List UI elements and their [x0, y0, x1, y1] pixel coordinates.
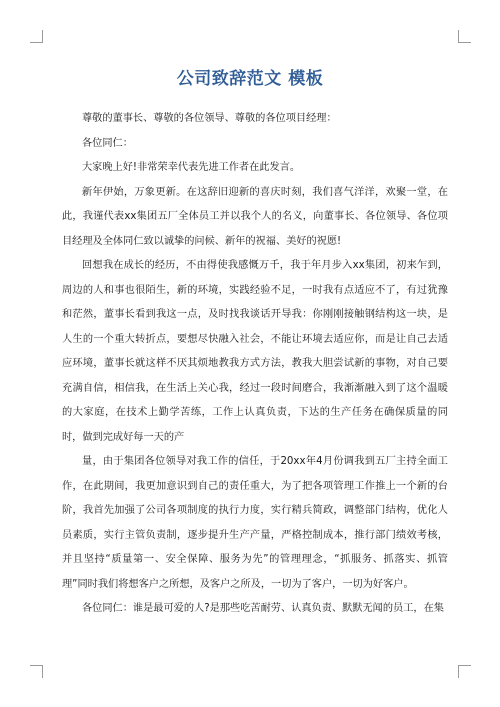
paragraph-new-year: 新年伊始，万象更新。在这辞旧迎新的喜庆时刻，我们喜气洋洋，欢聚一堂，在此，我谨代表xx集团五厂全体员工并以我个人的名义，向董事长、各位领导、各位项目经理及全体同仁致以诚挚的问候、新年的祝福、美好的祝愿! — [62, 186, 448, 247]
paragraph-management: 量，由于集团各位领导对我工作的信任，于20xx年4月份调我到五厂主持全面工作，在此期间，我更加意识到自己的责任重大，为了把各项管理工作推上一个新的台阶，我首先加强了公司各项制度的执行力度，实行精兵简政，调整部门结构，优化人员素质，实行主管负责制，逐步提升生产产量，严格控制成本，推行部门绩效考核，并且坚持“质量第一、安全保障、服务为先”的管理理念，“抓服务、抓落实、抓管理”同时我们将想客户之所想，及客户之所及，一切为了客户，一切为好客户。 — [62, 456, 448, 590]
paragraph-colleagues: 各位同仁： — [82, 137, 133, 149]
document-title: 公司致辞范文 模板 — [176, 69, 324, 89]
paragraph-growth: 回想我在成长的经历，不由得使我感慨万千，我于年月步入xx集团，初来乍到，周边的人和事也很陌生，新的环境，实践经验不足，一时我有点适应不了，有过犹豫和茫然，董事长看到我这一点，及时找我谈话开导我：你刚刚接触钢结构这一块，是人生的一个重大转折点，要想尽快融入社会，不能让环境去适应你，而是让自己去适应环境，董事长就这样不厌其烦地教我方式方法，教我大胆尝试新的事物，对自己要充满自信，相信我，在生活上关心我，经过一段时间磨合，我渐渐融入到了这个温暖的大家庭，在技术上勤学苦练，工作上认真负责，下达的生产任务在确保质量的同时，做到完成好每一天的产 — [62, 260, 448, 443]
paragraph-salutation: 尊敬的董事长、尊敬的各位领导、尊敬的各位项目经理： — [82, 113, 337, 124]
crop-mark-top-left — [30, 30, 43, 43]
paragraph-greeting: 大家晚上好!非常荣幸代表先进工作者在此发言。 — [82, 162, 301, 173]
crop-mark-bottom-right — [458, 665, 471, 678]
document-body — [62, 107, 448, 622]
paragraph-colleagues-closing: 各位同仁：谁是最可爱的人?是那些吃苦耐劳、认真负责、默默无闻的员工，在集 — [82, 603, 444, 614]
crop-mark-bottom-left — [30, 665, 43, 678]
crop-mark-top-right — [458, 30, 471, 43]
